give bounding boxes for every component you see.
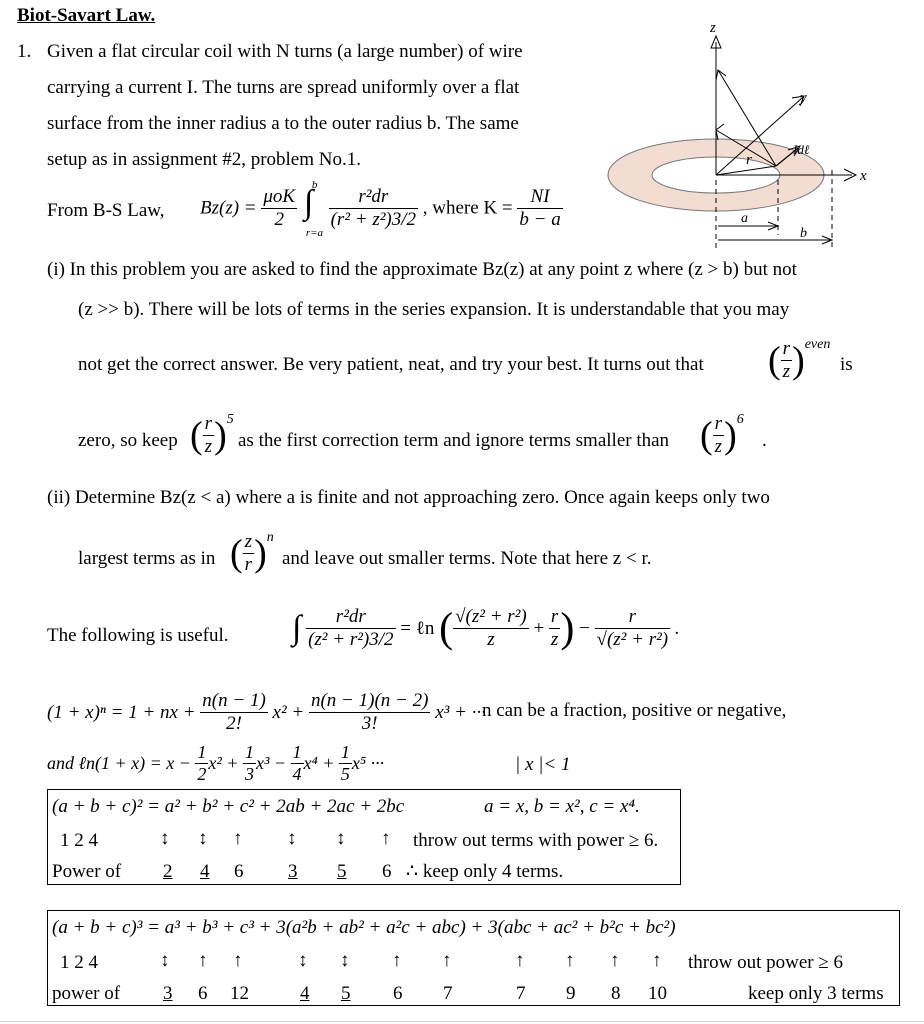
box1-keep: ∴ keep only 4 terms. — [406, 861, 564, 882]
paren-r-over-z-6: ( $\frac{r}{z}$ )$^6$ — [700, 412, 744, 457]
part-i-line-4a: zero, so keep — [78, 430, 178, 451]
paren-r-over-z-5: ( $\frac{r}{z}$ )$^5$ — [190, 412, 234, 457]
box2-power-11: 10 — [648, 983, 667, 1004]
log-condition: | x |< 1 — [515, 754, 571, 775]
box2-arrow-10: ↑ — [610, 950, 620, 971]
box1-substitution: a = x, b = x², c = x⁴. — [484, 796, 640, 817]
bs-K: $\frac{NI}{b - a}$ — [519, 185, 561, 230]
log-series: and ℓn(1 + x) = x − $\frac{1}{2}$ x² + $\frac{1}{3}$ x³ − $\frac{1}{4}$ x⁴ + $\frac{1}{5}$ x⁵ ··· — [47, 742, 385, 784]
useful-label: The following is useful. — [47, 625, 229, 646]
box2-arrow-3: ↑ — [233, 950, 243, 971]
period: . — [762, 430, 767, 451]
intro-line-4: setup as in assignment #2, problem No.1. — [47, 149, 361, 170]
box2-index-row: 1 2 4 — [60, 952, 98, 973]
box2-power-2: 6 — [198, 983, 208, 1004]
axis-z-label: z — [710, 20, 716, 36]
box2-power-5: 5 — [341, 983, 351, 1004]
axis-y-label: y — [800, 90, 807, 106]
bottom-divider — [0, 1021, 924, 1022]
axis-x-label: x — [860, 168, 867, 184]
part-i-line-4b: as the first correction term and ignore terms smaller than — [238, 430, 670, 451]
bs-law-label: From B-S Law, — [47, 200, 165, 221]
box2-keep: keep only 3 terms — [748, 983, 884, 1004]
box1-power-6: 6 — [382, 861, 392, 882]
part-ii-line-1: (ii) Determine Bz(z < a) where a is finite and not approaching zero. Once again keeps only two — [47, 487, 770, 508]
dim-a-label: a — [741, 211, 748, 226]
box2-power-4: 4 — [300, 983, 310, 1004]
box2-arrow-9: ↑ — [565, 950, 575, 971]
box2-equation: (a + b + c)³ = a³ + b³ + c³ + 3(a²b + ab² + a²c + abc) + 3(abc + ac² + b²c + bc²) — [52, 917, 676, 938]
part-ii-line-2a: largest terms as in — [78, 548, 216, 569]
part-ii-line-2b: and leave out smaller terms. Note that here z < r. — [282, 548, 652, 569]
box2-power-1: 3 — [163, 983, 173, 1004]
idl-label: Idℓ — [793, 142, 810, 157]
box2-arrow-11: ↑ — [652, 950, 662, 971]
dim-b-label: b — [800, 226, 807, 241]
part-i-line-3: not get the correct answer. Be very patient, neat, and try your best. It turns out that — [78, 354, 704, 375]
box2-power-8: 7 — [516, 983, 526, 1004]
box2-arrow-2: ↑ — [198, 950, 208, 971]
box1-power-3: 6 — [234, 861, 244, 882]
box2-power-9: 9 — [566, 983, 576, 1004]
box2-arrow-4: ↕ — [298, 950, 308, 971]
useful-integral: ∫ $\frac{\text{r²dr}}{\text{(z² + r²)3/2}}$ = ℓn ( $\frac{\text{√(z² + r²)}}{z}$ + $\frac{r}{z}$ ) − $\frac{r}{\text{√(z² + r²)}}$ . — [292, 605, 680, 652]
problem-number: 1. — [17, 41, 32, 62]
box2-power-3: 12 — [230, 983, 249, 1004]
box2-rule: throw out power ≥ 6 — [688, 952, 844, 973]
bs-coef: $\frac{\text{μoK}}{2}$ — [263, 185, 296, 230]
box1-arrow-2: ↕ — [198, 828, 208, 849]
box2-arrow-8: ↑ — [515, 950, 525, 971]
box1-power-1: 2 — [163, 861, 173, 882]
part-i-line-3-end: is — [840, 354, 853, 375]
paren-z-over-r-n: ( $\frac{z}{r}$ )$^n$ — [230, 530, 274, 575]
box1-power-label: Power of — [52, 861, 122, 882]
coil-diagram — [590, 20, 890, 250]
box2-arrow-6: ↑ — [392, 950, 402, 971]
part-i-line-1: (i) In this problem you are asked to find the approximate Bz(z) at any point z where (z > b) but not — [47, 259, 797, 280]
paren-r-over-z-even: ( $\frac{r}{z}$ )$^{even}$ — [768, 337, 831, 382]
box1-rule: throw out terms with power ≥ 6. — [413, 830, 659, 851]
binomial-note: n can be a fraction, positive or negative, — [482, 700, 787, 721]
box2-arrow-7: ↑ — [442, 950, 452, 971]
intro-line-1: Given a flat circular coil with N turns (a large number) of wire — [47, 41, 523, 62]
box2-power-label: power of — [52, 983, 121, 1004]
part-i-line-2: (z >> b). There will be lots of terms in the series expansion. It is understandable that you may — [78, 299, 790, 320]
box1-arrow-4: ↕ — [287, 828, 297, 849]
intro-line-2: carrying a current I. The turns are spread uniformly over a flat — [47, 77, 520, 98]
box1-arrow-1: ↕ — [160, 828, 170, 849]
box2-power-7: 7 — [443, 983, 453, 1004]
intro-line-3: surface from the inner radius a to the outer radius b. The same — [47, 113, 519, 134]
binomial-series: (1 + x)ⁿ = 1 + nx + $\frac{n(n - 1)}{2!}$ x² + $\frac{n(n - 1)(n - 2)}{3!}$ x³ + ··· — [47, 690, 486, 734]
bs-formula — [200, 179, 563, 239]
box1-index-row: 1 2 4 — [60, 830, 98, 851]
box1-arrow-6: ↑ — [381, 828, 391, 849]
box1-arrow-3: ↑ — [233, 828, 243, 849]
bs-lhs: Bz(z) = — [200, 197, 257, 219]
box1-power-4: 3 — [288, 861, 298, 882]
box2-arrow-1: ↕ — [160, 950, 170, 971]
radius-r-label: r — [746, 152, 752, 168]
integral-sign: b ∫ r=a — [303, 179, 324, 239]
box1-arrow-5: ↕ — [336, 828, 346, 849]
box1-power-5: 5 — [337, 861, 347, 882]
box2-arrow-5: ↕ — [340, 950, 350, 971]
page-title: Biot-Savart Law. — [17, 5, 156, 26]
bs-where: , where K = — [422, 197, 513, 219]
box2-power-10: 8 — [611, 983, 621, 1004]
box2-power-6: 6 — [393, 983, 403, 1004]
box1-power-2: 4 — [200, 861, 210, 882]
box1-equation: (a + b + c)² = a² + b² + c² + 2ab + 2ac + 2bc — [52, 796, 405, 817]
bs-integrand: $\frac{\text{r²dr}}{\text{(r² + z²)3/2}}$ — [330, 185, 417, 230]
